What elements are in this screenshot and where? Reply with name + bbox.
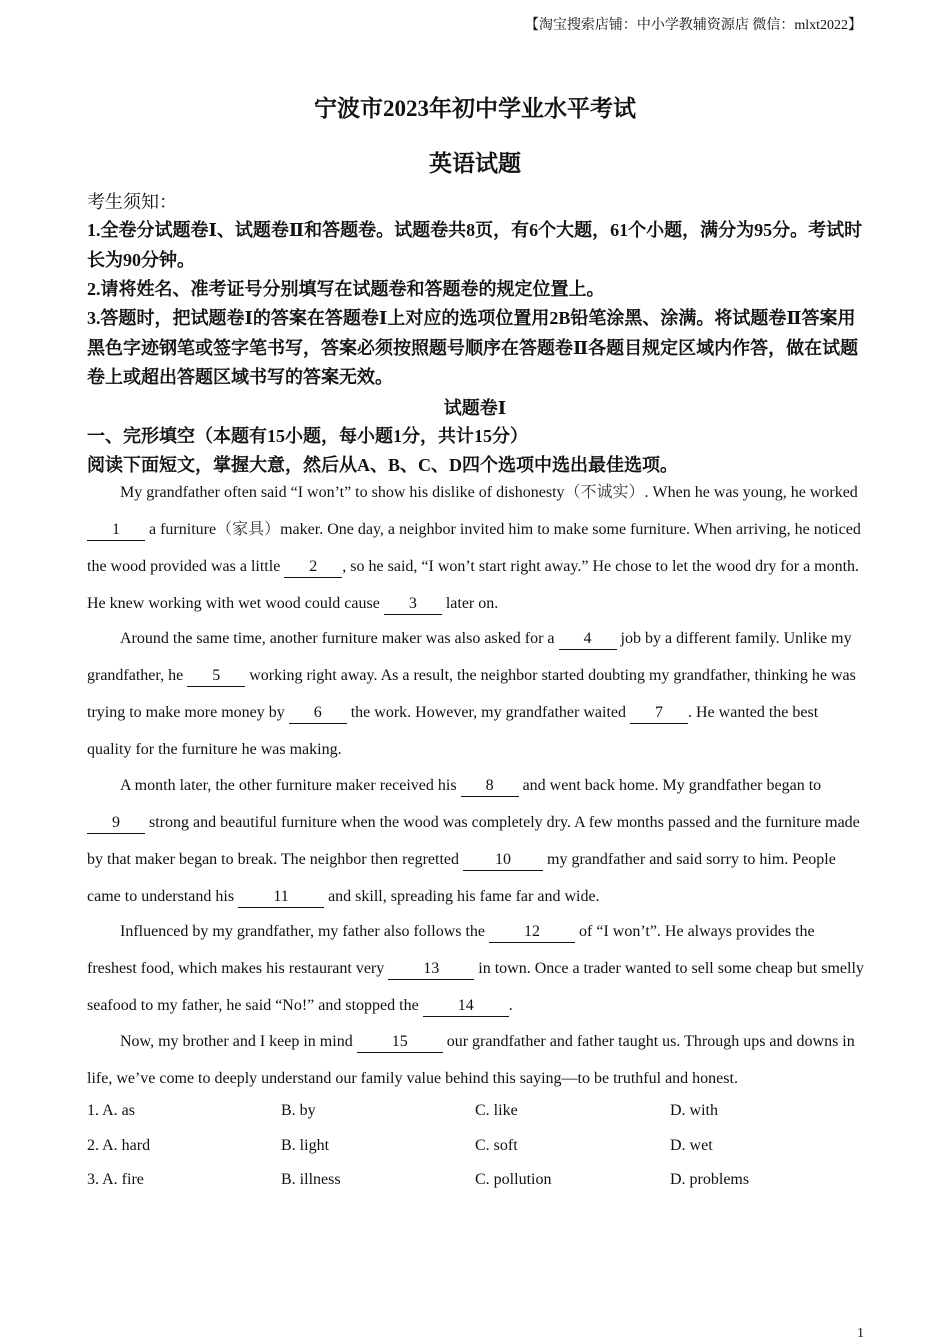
text-span: My grandfather often said “I won’t” to show his dislike of dishonesty bbox=[120, 484, 565, 501]
blank-11: 11 bbox=[238, 887, 324, 908]
option-a: 2. A. hard bbox=[87, 1137, 151, 1154]
text-span: and skill, spreading his fame far and wide. bbox=[324, 888, 600, 905]
blank-1: 1 bbox=[87, 520, 145, 541]
text-span: . bbox=[508, 997, 513, 1014]
section-instruction: 阅读下面短文，掌握大意，然后从A、B、C、D四个选项中选出最佳选项。 bbox=[87, 455, 678, 475]
notice-item-1: 1.全卷分试题卷Ⅰ、试题卷Ⅱ和答题卷。试题卷共8页，有6个大题，61个小题，满分为95分。考试时长为90分钟。 bbox=[87, 220, 863, 270]
notice-heading: 考生须知： bbox=[87, 192, 177, 212]
text-span: later on. bbox=[441, 595, 499, 612]
notice-item-3: 3.答题时，把试题卷Ⅰ的答案在答题卷Ⅰ上对应的选项位置用2B铅笔涂黑、涂满。将试题卷Ⅱ答案用黑色字迹钢笔或签字笔书写，答案必须按照题号顺序在答题卷Ⅱ各题目规定区域内作答，做在试题卷上或超出答题区域书写的答案无效。 bbox=[87, 308, 859, 387]
option-d: D. with bbox=[670, 1102, 718, 1119]
option-row-1 bbox=[87, 1102, 865, 1126]
text-span: working right away. As a result, the neighbor started doubting my grandfather, thinking he was trying to make more money by bbox=[87, 667, 856, 721]
text-span: . When he was young, he worked bbox=[644, 484, 858, 501]
blank-14: 14 bbox=[423, 996, 509, 1017]
blank-15: 15 bbox=[357, 1032, 443, 1053]
blank-2: 2 bbox=[284, 557, 342, 578]
passage-paragraph-5 bbox=[87, 1023, 865, 1097]
blank-13: 13 bbox=[388, 959, 474, 980]
text-span: . He wanted the best quality for the furniture he was making. bbox=[87, 704, 819, 758]
text-span: Influenced by my grandfather, my father also follows the bbox=[120, 923, 490, 940]
text-span: A month later, the other furniture maker received his bbox=[120, 777, 461, 794]
option-a: 1. A. as bbox=[87, 1102, 135, 1119]
option-row-3 bbox=[87, 1171, 865, 1195]
option-b: B. illness bbox=[281, 1171, 341, 1188]
text-span: maker. One day, a neighbor invited him to make some furniture. When arriving, he noticed the wood provided was a little bbox=[87, 521, 861, 575]
blank-7: 7 bbox=[630, 703, 688, 724]
text-span: strong and beautiful furniture when the wood was completely dry. A few months passed and the furniture made by that maker began to break. The neighbor then regretted bbox=[87, 814, 860, 868]
blank-9: 9 bbox=[87, 813, 145, 834]
option-a: 3. A. fire bbox=[87, 1171, 144, 1188]
chinese-gloss: （不诚实） bbox=[564, 484, 645, 501]
blank-5: 5 bbox=[187, 666, 245, 687]
text-span: a furniture bbox=[145, 521, 217, 538]
text-span: of “I won’t”. He always provides the freshest food, which makes his restaurant very bbox=[87, 923, 815, 977]
paper-label: 试题卷Ⅰ bbox=[443, 398, 507, 418]
passage-paragraph-3 bbox=[87, 767, 865, 915]
text-span: Around the same time, another furniture maker was also asked for a bbox=[120, 630, 559, 647]
text-span: our grandfather and father taught us. Through ups and downs in life, we’ve come to deeply understand our family value behind this saying—to be truthful and honest. bbox=[87, 1033, 855, 1087]
text-span: in town. Once a trader wanted to sell some cheap but smelly seafood to my father, he said “No!” and stopped the bbox=[87, 960, 864, 1014]
option-row-2 bbox=[87, 1137, 865, 1161]
option-c: C. soft bbox=[475, 1137, 518, 1154]
text-span: and went back home. My grandfather began to bbox=[518, 777, 822, 794]
option-c: C. like bbox=[475, 1102, 518, 1119]
text-span: , so he said, “I won’t start right away.” He chose to let the wood dry for a month. He knew working with wet wood could cause bbox=[87, 558, 860, 612]
exam-subtitle: 英语试题 bbox=[429, 151, 521, 176]
blank-4: 4 bbox=[559, 629, 617, 650]
exam-title: 宁波市2023年初中学业水平考试 bbox=[314, 96, 636, 121]
blank-8: 8 bbox=[461, 776, 519, 797]
blank-12: 12 bbox=[489, 922, 575, 943]
text-span: the work. However, my grandfather waited bbox=[346, 704, 630, 721]
blank-10: 10 bbox=[463, 850, 543, 871]
blank-3: 3 bbox=[384, 594, 442, 615]
page-number: 1 bbox=[857, 1326, 864, 1341]
passage-paragraph-1 bbox=[87, 474, 865, 622]
passage-paragraph-4 bbox=[87, 913, 865, 1024]
option-c: C. pollution bbox=[475, 1171, 552, 1188]
blank-6: 6 bbox=[289, 703, 347, 724]
header-note: 【淘宝搜索店铺：中小学教辅资源店 微信：mlxt2022】 bbox=[524, 18, 862, 33]
chinese-gloss: （家具） bbox=[216, 521, 281, 538]
text-span: Now, my brother and I keep in mind bbox=[120, 1033, 357, 1050]
option-b: B. by bbox=[281, 1102, 316, 1119]
option-d: D. problems bbox=[670, 1171, 750, 1188]
text-span: job by a different family. Unlike my grandfather, he bbox=[87, 630, 852, 684]
section-heading: 一、完形填空（本题有15小题，每小题1分，共计15分） bbox=[87, 426, 528, 446]
notice-item-2: 2.请将姓名、准考证号分别填写在试题卷和答题卷的规定位置上。 bbox=[87, 279, 605, 299]
option-b: B. light bbox=[281, 1137, 330, 1154]
option-d: D. wet bbox=[670, 1137, 713, 1154]
passage-paragraph-2 bbox=[87, 620, 865, 768]
text-span: my grandfather and said sorry to him. People came to understand his bbox=[87, 851, 836, 905]
